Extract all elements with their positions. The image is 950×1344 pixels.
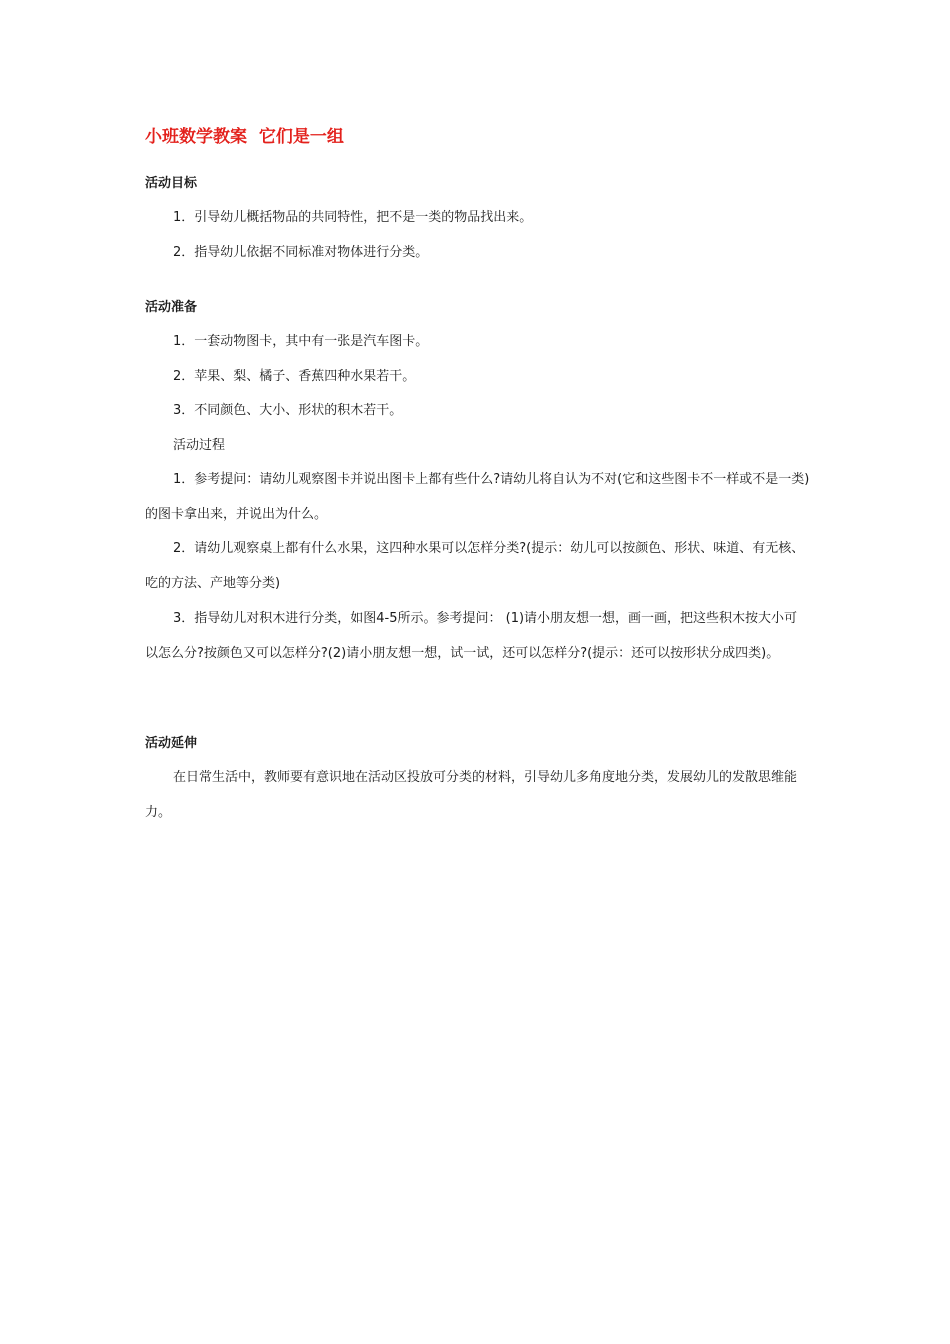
heading-extension: 活动延伸 bbox=[145, 736, 198, 751]
extension-paragraph: 在日常生活中，教师要有意识地在活动区投放可分类的材料，引导幼儿多角度地分类，发展幼儿的发散思维能力。 bbox=[145, 770, 798, 820]
heading-process: 活动过程 bbox=[173, 438, 226, 453]
prep-item-3: 3．不同颜色、大小、形状的积木若干。 bbox=[173, 403, 403, 418]
goal-item-1: 1．引导幼儿概括物品的共同特性，把不是一类的物品找出来。 bbox=[173, 210, 533, 225]
document-title: 小班数学教案 它们是一组 bbox=[145, 127, 344, 147]
process-paragraph-3: 3．指导幼儿对积木进行分类，如图4-5所示。参考提问： (1)请小朋友想一想，画一画，把这些积木按大小可以怎么分?按颜色又可以怎样分?(2)请小朋友想一想，试一试，还可以怎样分?(提示：还可以按形状分成四类)。 bbox=[145, 611, 798, 661]
goal-item-2: 2．指导幼儿依据不同标准对物体进行分类。 bbox=[173, 245, 429, 260]
process-paragraph-2: 2．请幼儿观察桌上都有什么水果，这四种水果可以怎样分类?(提示：幼儿可以按颜色、形状、味道、有无核、吃的方法、产地等分类) bbox=[145, 541, 805, 591]
heading-goals: 活动目标 bbox=[145, 176, 198, 191]
process-paragraph-1: 1．参考提问：请幼儿观察图卡并说出图卡上都有些什么?请幼儿将自认为不对(它和这些图卡不一样或不是一类)的图卡拿出来，并说出为什么。 bbox=[145, 472, 810, 522]
heading-prep: 活动准备 bbox=[145, 300, 198, 315]
prep-item-1: 1．一套动物图卡，其中有一张是汽车图卡。 bbox=[173, 334, 429, 349]
prep-item-2: 2．苹果、梨、橘子、香蕉四种水果若干。 bbox=[173, 369, 416, 384]
